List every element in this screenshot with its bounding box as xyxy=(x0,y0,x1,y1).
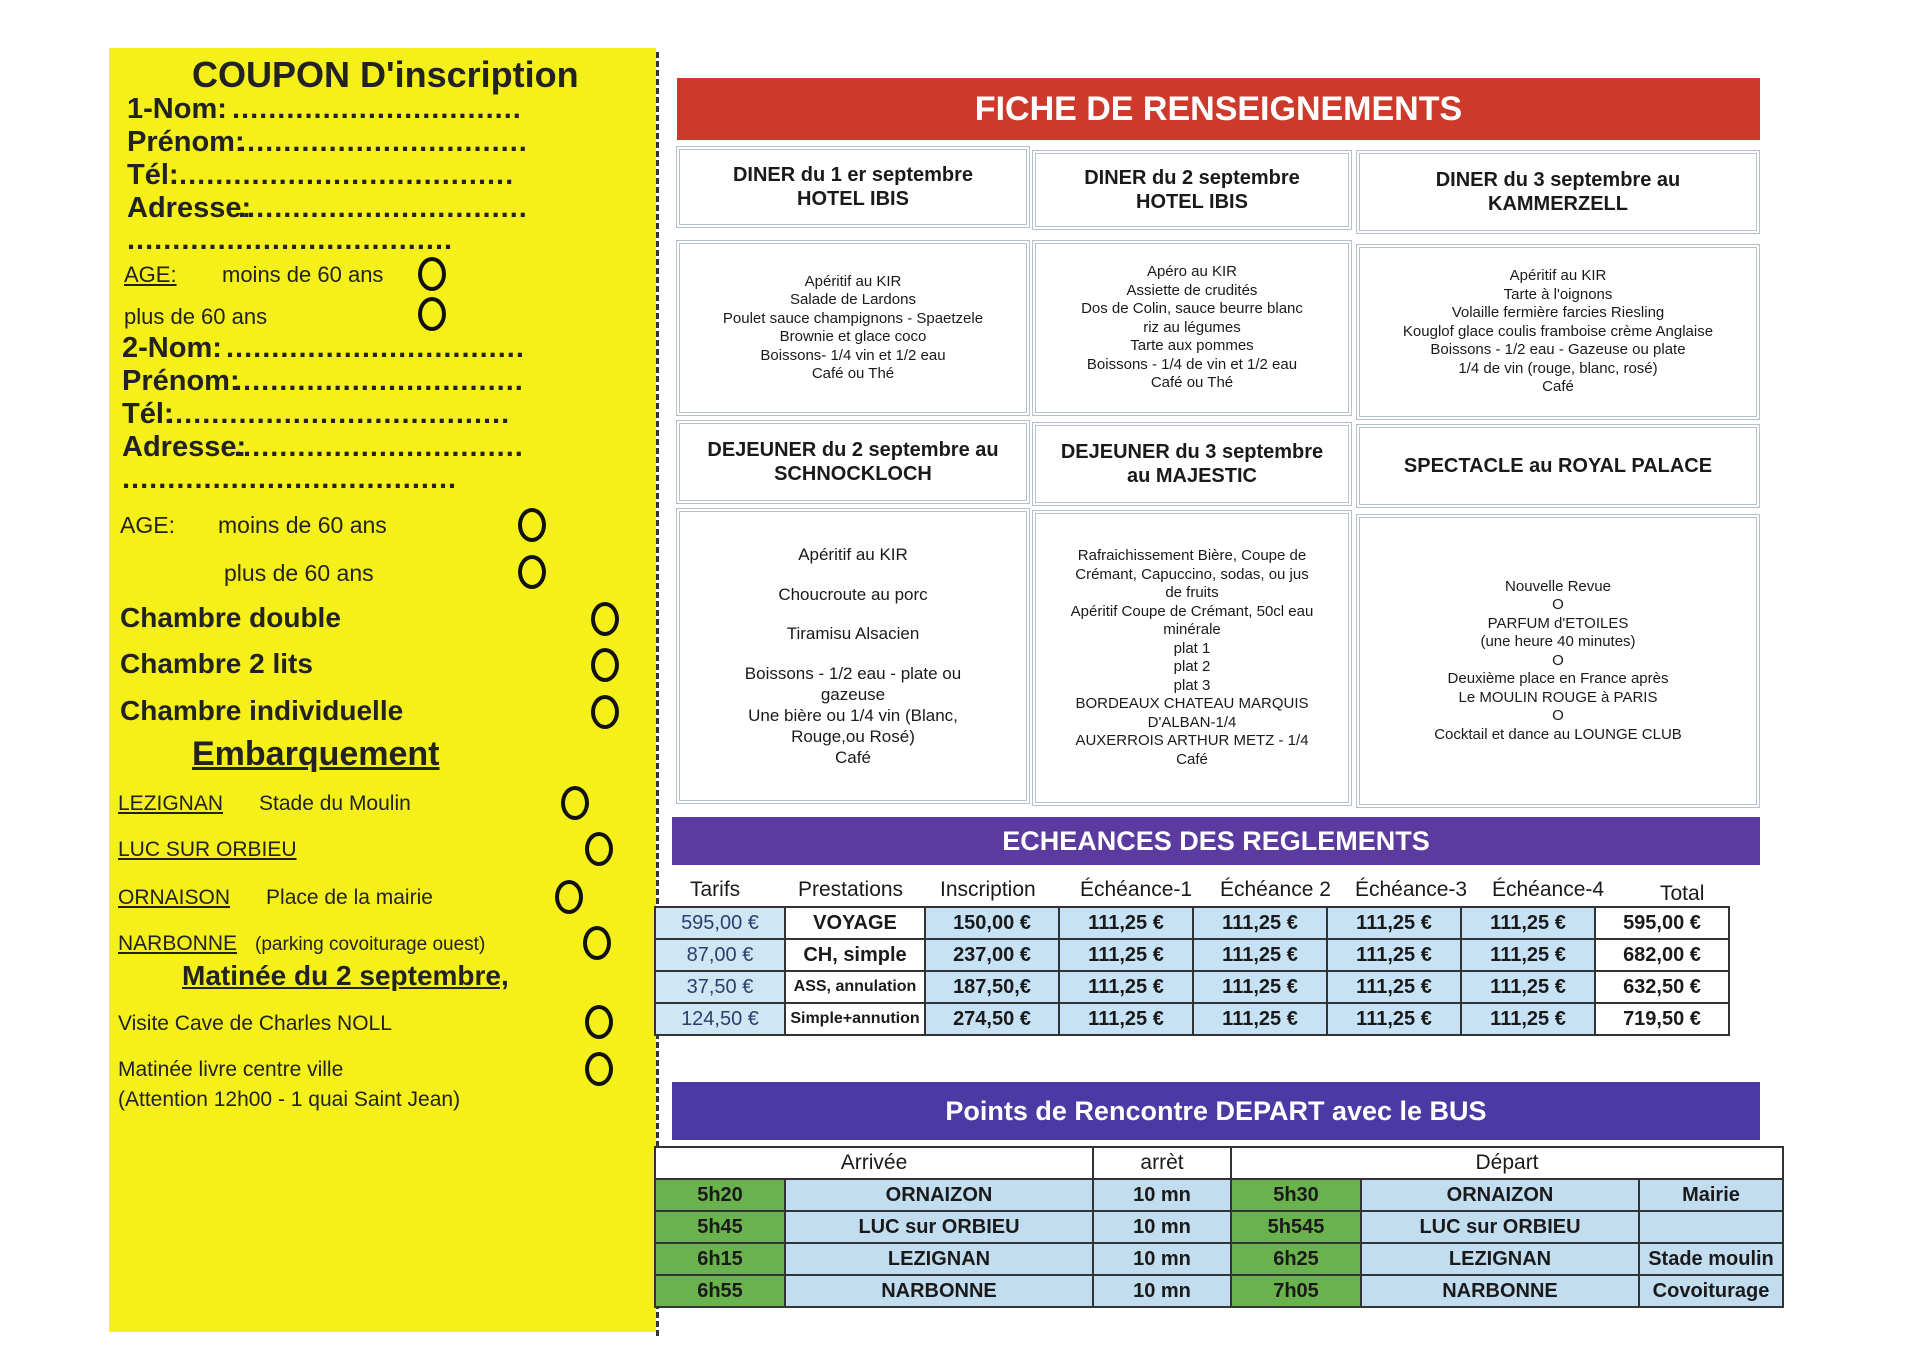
p1-age-over: plus de 60 ans xyxy=(124,304,268,329)
meal-5-header xyxy=(1032,422,1352,506)
room-twin-label: Chambre 2 lits xyxy=(120,648,313,679)
bus-arr-city: ORNAIZON xyxy=(785,1179,1093,1211)
menu-line: Café xyxy=(1542,378,1574,396)
room-single-checkbox[interactable] xyxy=(591,695,619,729)
bus-banner: Points de Rencontre DEPART avec le BUS xyxy=(672,1082,1760,1140)
menu-line xyxy=(745,605,961,624)
bus-arr-time: 6h55 xyxy=(655,1275,785,1307)
menu-line: Tarte à l'oignons xyxy=(1503,285,1613,303)
payment-cell: 111,25 € xyxy=(1461,1003,1595,1035)
bus-dep-city: ORNAIZON xyxy=(1361,1179,1639,1211)
payment-cell: 719,50 € xyxy=(1595,1003,1729,1035)
p1-nom-field[interactable]: ................................ xyxy=(232,93,522,125)
menu-line xyxy=(745,565,961,584)
payment-cell: 124,50 € xyxy=(655,1003,785,1035)
p1-age-under-checkbox[interactable] xyxy=(418,257,446,291)
header-prestations: Prestations xyxy=(798,878,904,901)
meal-3-menu xyxy=(1356,244,1760,420)
menu-line: Brownie et glace coco xyxy=(779,328,927,345)
bus-stop: 10 mn xyxy=(1093,1211,1231,1243)
payment-cell: 111,25 € xyxy=(1327,1003,1461,1035)
stop-place: (parking covoiturage ouest) xyxy=(255,934,486,955)
p2-prenom-label: Prénom: xyxy=(122,365,240,397)
matinee-free-checkbox[interactable] xyxy=(585,1052,613,1086)
bus-dep-city: NARBONNE xyxy=(1361,1275,1639,1307)
meal-3-header xyxy=(1356,150,1760,234)
room-single-label: Chambre individuelle xyxy=(120,695,404,726)
meal-title-line: DEJEUNER du 3 septembre xyxy=(1060,441,1324,463)
header-arrivee: Arrivée xyxy=(655,1147,1093,1179)
fiche-banner: FICHE DE RENSEIGNEMENTS xyxy=(677,78,1760,140)
bus-dep-city: LUC sur ORBIEU xyxy=(1361,1211,1639,1243)
menu-line: Kouglof glace coulis framboise crème Anglaise xyxy=(1402,322,1714,340)
menu-line: Assiette de crudités xyxy=(1126,281,1258,299)
menu-line: BORDEAUX CHATEAU MARQUIS xyxy=(1075,695,1309,712)
room-double-checkbox[interactable] xyxy=(591,602,619,636)
menu-line: O xyxy=(1552,707,1564,725)
bus-place: Covoiturage xyxy=(1639,1275,1783,1307)
menu-line: PARFUM d'ETOILES xyxy=(1487,614,1629,632)
menu-line: Café xyxy=(835,747,871,767)
bus-row xyxy=(655,1243,1783,1275)
bus-arr-city: LUC sur ORBIEU xyxy=(785,1211,1093,1243)
visit-checkbox[interactable] xyxy=(585,1005,613,1039)
bus-arr-time: 5h45 xyxy=(655,1211,785,1243)
payment-cell: 237,00 € xyxy=(925,939,1059,971)
header-arret: arrèt xyxy=(1093,1147,1231,1179)
bus-stop: 10 mn xyxy=(1093,1243,1231,1275)
menu-line: Rafraichissement Bière, Coupe de xyxy=(1077,547,1307,564)
payment-headers xyxy=(650,878,1762,906)
payment-cell: Simple+annution xyxy=(785,1003,925,1035)
payment-cell: 595,00 € xyxy=(655,907,785,939)
header-echeance-2: Échéance 2 xyxy=(1220,878,1331,901)
p1-adresse-label: Adresse: xyxy=(127,192,252,224)
menu-line: Choucroute au porc xyxy=(778,584,928,604)
header-inscription: Inscription xyxy=(940,878,1036,901)
menu-line: Poulet sauce champignons - Spaetzele xyxy=(722,309,984,327)
p1-prenom-field[interactable]: ................................ xyxy=(238,126,528,158)
menu-line: Crémant, Capuccino, sodas, ou jus xyxy=(1075,565,1309,583)
bus-row xyxy=(655,1275,1783,1307)
p1-tel-label: Tél: xyxy=(127,159,179,191)
stop-lezignan xyxy=(118,792,411,816)
menu-line: minérale xyxy=(1163,621,1221,638)
p1-adresse-field[interactable]: ................................ xyxy=(238,192,528,224)
attention-note: (Attention 12h00 - 1 quai Saint Jean) xyxy=(118,1088,461,1111)
stop-narbonne xyxy=(118,932,485,956)
p2-nom-field[interactable]: ................................. xyxy=(226,332,525,364)
header-total: Total xyxy=(1660,882,1705,905)
menu-line: Boissons- 1/4 vin et 1/2 eau xyxy=(760,346,946,364)
menu-line: Deuxième place en France après xyxy=(1447,670,1669,688)
payment-cell: 87,00 € xyxy=(655,939,785,971)
menu-line: Boissons - 1/4 de vin et 1/2 eau xyxy=(1086,355,1298,373)
p2-adresse-field[interactable]: ................................ xyxy=(234,431,524,463)
p1-prenom-label: Prénom: xyxy=(127,126,245,158)
menu-line: Apéritif au KIR xyxy=(798,545,908,565)
payment-cell: 111,25 € xyxy=(1461,971,1595,1003)
meal-title-line: au MAJESTIC xyxy=(1126,465,1257,487)
payment-cell: 632,50 € xyxy=(1595,971,1729,1003)
p1-nom-label: 1-Nom: xyxy=(127,93,227,125)
bus-dep-time: 6h25 xyxy=(1231,1243,1361,1275)
payment-cell: 111,25 € xyxy=(1327,939,1461,971)
bus-arr-city: NARBONNE xyxy=(785,1275,1093,1307)
menu-line: Nouvelle Revue xyxy=(1505,577,1611,595)
menu-line: Dos de Colin, sauce beurre blanc xyxy=(1081,300,1303,318)
p2-age-over: plus de 60 ans xyxy=(224,560,374,586)
header-echeance-3: Échéance-3 xyxy=(1355,878,1468,901)
menu-line: Apéro au KIR xyxy=(1146,263,1238,281)
meal-title-line: SCHNOCKLOCH xyxy=(774,463,932,485)
bus-row xyxy=(655,1211,1783,1243)
visit-label: Visite Cave de Charles NOLL xyxy=(118,1012,392,1035)
payment-cell: 111,25 € xyxy=(1059,971,1193,1003)
menu-line: plat 3 xyxy=(1173,676,1211,694)
stop-town: NARBONNE xyxy=(118,932,238,955)
meal-1-menu xyxy=(676,240,1030,416)
menu-line: Tiramisu Alsacien xyxy=(786,624,920,644)
payment-cell: 111,25 € xyxy=(1059,907,1193,939)
payment-row xyxy=(655,907,1729,939)
menu-line: Salade de Lardons xyxy=(790,291,916,308)
bus-place: Stade moulin xyxy=(1639,1243,1783,1275)
menu-line: Une bière ou 1/4 vin (Blanc, xyxy=(748,705,958,725)
stop-ornaison-checkbox[interactable] xyxy=(555,880,583,914)
payment-table xyxy=(654,906,1730,1036)
menu-line: Café ou Thé xyxy=(811,365,895,382)
bus-header-row xyxy=(655,1147,1783,1179)
p1-age-label: AGE: xyxy=(124,262,177,287)
bus-dep-time: 5h30 xyxy=(1231,1179,1361,1211)
p2-tel-field[interactable]: ...................................... xyxy=(166,398,511,430)
meal-title-line: DINER du 2 septembre xyxy=(1084,167,1300,189)
menu-line: riz au légumes xyxy=(1143,318,1241,336)
stop-town: LUC SUR ORBIEU xyxy=(118,838,297,861)
menu-line: Apéritif au KIR xyxy=(1509,267,1607,285)
payment-cell: 150,00 € xyxy=(925,907,1059,939)
menu-line: AUXERROIS ARTHUR METZ - 1/4 xyxy=(1075,732,1309,749)
stop-place: Place de la mairie xyxy=(266,886,433,909)
menu-line: Café xyxy=(1176,750,1208,768)
meal-6-menu xyxy=(1356,514,1760,808)
menu-line: Café ou Thé xyxy=(1150,374,1234,392)
bus-place: Mairie xyxy=(1639,1179,1783,1211)
payment-cell: 111,25 € xyxy=(1193,939,1327,971)
meal-5-menu xyxy=(1032,510,1352,806)
p1-tel-field[interactable]: ...................................... xyxy=(170,159,515,191)
payment-cell: VOYAGE xyxy=(785,907,925,939)
bus-row xyxy=(655,1179,1783,1211)
p1-adresse-field-2[interactable]: .................................... xyxy=(127,224,454,256)
menu-line: Boissons - 1/2 eau - Gazeuse ou plate xyxy=(1430,341,1686,359)
menu-line: Volaille fermière farcies Riesling xyxy=(1451,304,1665,322)
menu-line: 1/4 de vin (rouge, blanc, rosé) xyxy=(1458,359,1658,377)
coupon-title: COUPON D'inscription xyxy=(192,54,579,95)
payment-cell: 274,50 € xyxy=(925,1003,1059,1035)
payment-cell: 595,00 € xyxy=(1595,907,1729,939)
payment-cell: 111,25 € xyxy=(1193,971,1327,1003)
menu-line: gazeuse xyxy=(820,684,886,704)
meal-title-line: DINER du 1 er septembre xyxy=(732,164,974,186)
payment-row xyxy=(655,971,1729,1003)
menu-line: Le MOULIN ROUGE à PARIS xyxy=(1458,688,1658,706)
payment-cell: 37,50 € xyxy=(655,971,785,1003)
menu-line: plat 2 xyxy=(1173,658,1211,675)
matinee-title: Matinée du 2 septembre, xyxy=(182,960,509,991)
stop-ornaison xyxy=(118,886,433,910)
payment-cell: 111,25 € xyxy=(1327,971,1461,1003)
bus-arr-city: LEZIGNAN xyxy=(785,1243,1093,1275)
payment-cell: 111,25 € xyxy=(1059,1003,1193,1035)
payment-row xyxy=(655,939,1729,971)
menu-line: Apéritif au KIR xyxy=(804,272,902,290)
meal-4-menu xyxy=(676,508,1030,804)
meal-2-header xyxy=(1032,150,1352,230)
menu-line: de fruits xyxy=(1165,584,1219,601)
room-double-label: Chambre double xyxy=(120,602,341,633)
payment-cell: 111,25 € xyxy=(1193,907,1327,939)
header-echeance-4: Échéance-4 xyxy=(1492,878,1605,901)
p1-age-under: moins de 60 ans xyxy=(222,262,384,287)
bus-arr-time: 5h20 xyxy=(655,1179,785,1211)
stop-town: LEZIGNAN xyxy=(118,792,224,815)
menu-line: Tarte aux pommes xyxy=(1130,337,1254,355)
cut-line xyxy=(656,52,659,1336)
bus-dep-time: 7h05 xyxy=(1231,1275,1361,1307)
payment-cell: 111,25 € xyxy=(1327,907,1461,939)
stop-luc-checkbox[interactable] xyxy=(585,832,613,866)
p2-age-under: moins de 60 ans xyxy=(218,512,387,538)
p2-age-under-checkbox[interactable] xyxy=(518,508,546,542)
stop-luc xyxy=(118,838,333,862)
stop-town: ORNAISON xyxy=(118,886,231,909)
p2-nom-label: 2-Nom: xyxy=(122,332,222,364)
embarkation-title: Embarquement xyxy=(192,735,440,773)
menu-line: Apéritif Coupe de Crémant, 50cl eau xyxy=(1070,602,1314,620)
p1-age-over-checkbox[interactable] xyxy=(418,297,446,331)
header-depart: Départ xyxy=(1231,1147,1783,1179)
menu-line: Rouge,ou Rosé) xyxy=(791,726,915,746)
bus-dep-time: 5h545 xyxy=(1231,1211,1361,1243)
menu-line: O xyxy=(1552,651,1564,669)
payment-cell: 111,25 € xyxy=(1461,939,1595,971)
meal-title-line: HOTEL IBIS xyxy=(1136,191,1248,213)
bus-stop: 10 mn xyxy=(1093,1275,1231,1307)
menu-line: D'ALBAN-1/4 xyxy=(1147,713,1237,731)
bus-table xyxy=(654,1146,1784,1308)
bus-stop: 10 mn xyxy=(1093,1179,1231,1211)
menu-line: Cocktail et dance au LOUNGE CLUB xyxy=(1434,725,1682,743)
room-twin-checkbox[interactable] xyxy=(591,648,619,682)
p2-age-label: AGE: xyxy=(120,512,175,538)
meal-2-menu xyxy=(1032,240,1352,416)
meal-4-header xyxy=(676,420,1030,504)
payment-cell: 111,25 € xyxy=(1461,907,1595,939)
meal-title-line: SPECTACLE au ROYAL PALACE xyxy=(1403,455,1713,477)
menu-line: Boissons - 1/2 eau - plate ou xyxy=(744,663,962,683)
payment-cell: ASS, annulation xyxy=(785,971,925,1003)
p2-tel-label: Tél: xyxy=(122,398,174,430)
stop-lezignan-checkbox[interactable] xyxy=(561,786,589,820)
payment-cell: 682,00 € xyxy=(1595,939,1729,971)
meal-1-header xyxy=(676,146,1030,228)
meal-title-line: DINER du 3 septembre au xyxy=(1435,169,1681,191)
meal-title-line: HOTEL IBIS xyxy=(797,188,909,210)
p2-age-over-checkbox[interactable] xyxy=(518,555,546,589)
meal-6-header xyxy=(1356,424,1760,508)
echeances-banner: ECHEANCES DES REGLEMENTS xyxy=(672,817,1760,865)
p2-adresse-label: Adresse: xyxy=(122,431,247,463)
payment-row xyxy=(655,1003,1729,1035)
menu-line xyxy=(745,644,961,663)
p2-prenom-field[interactable]: ................................ xyxy=(234,365,524,397)
meal-title-line: KAMMERZELL xyxy=(1488,193,1628,215)
payment-cell: CH, simple xyxy=(785,939,925,971)
meal-title-line: DEJEUNER du 2 septembre au xyxy=(707,439,999,461)
payment-cell: 111,25 € xyxy=(1059,939,1193,971)
bus-place xyxy=(1639,1211,1783,1243)
stop-narbonne-checkbox[interactable] xyxy=(583,926,611,960)
bus-arr-time: 6h15 xyxy=(655,1243,785,1275)
menu-line: O xyxy=(1552,596,1564,614)
stop-place: Stade du Moulin xyxy=(259,792,411,815)
header-echeance-1: Échéance-1 xyxy=(1080,878,1193,901)
p2-adresse-field-2[interactable]: ..................................... xyxy=(122,463,458,495)
bus-dep-city: LEZIGNAN xyxy=(1361,1243,1639,1275)
payment-cell: 187,50,€ xyxy=(925,971,1059,1003)
payment-cell: 111,25 € xyxy=(1193,1003,1327,1035)
matinee-free-label: Matinée livre centre ville xyxy=(118,1058,344,1081)
menu-line: (une heure 40 minutes) xyxy=(1480,633,1636,651)
header-tarifs: Tarifs xyxy=(690,878,741,901)
menu-line: plat 1 xyxy=(1173,639,1211,657)
